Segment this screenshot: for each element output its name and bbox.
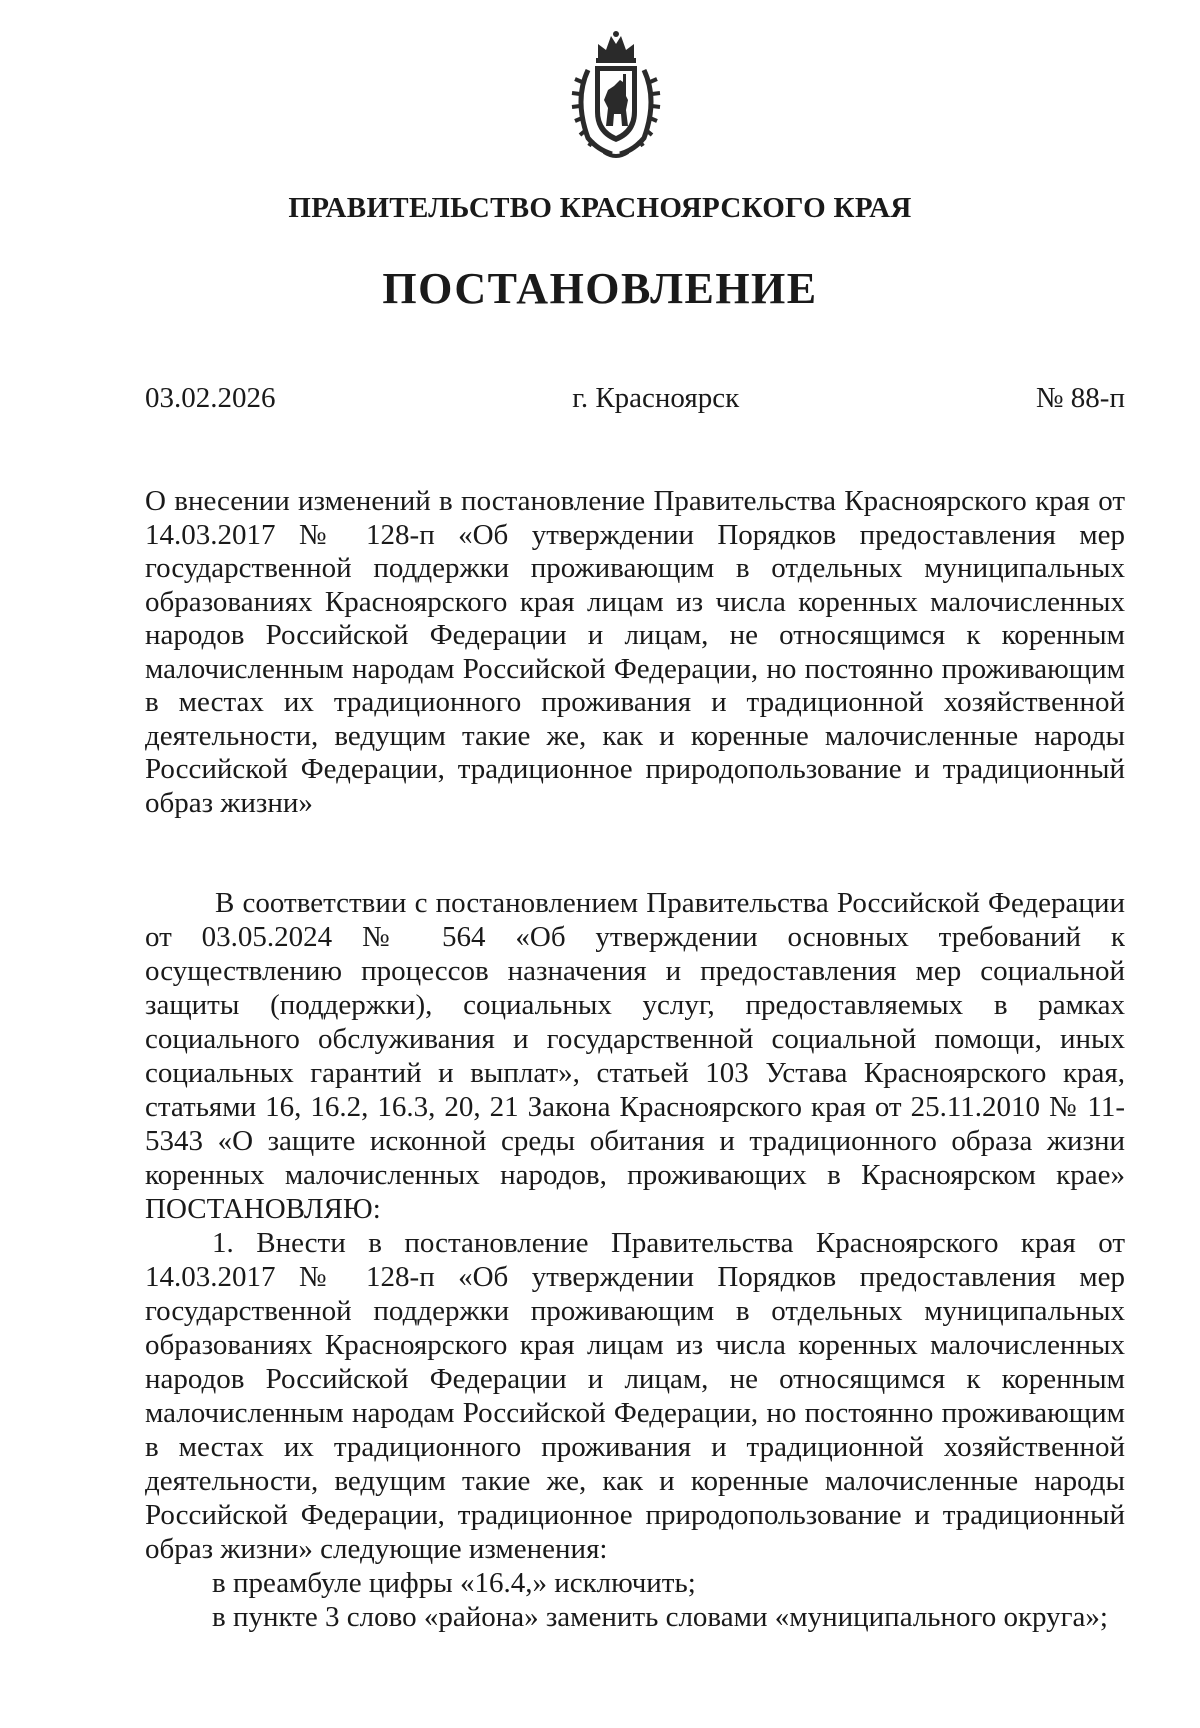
change-1-paragraph: в преамбуле цифры «16.4,» исключить; (212, 1567, 696, 1599)
government-title: ПРАВИТЕЛЬСТВО КРАСНОЯРСКОГО КРАЯ (288, 192, 912, 224)
document-meta-row (145, 382, 1125, 415)
document-type-title: ПОСТАНОВЛЕНИЕ (382, 264, 818, 313)
change-2-paragraph: в пункте 3 слово «района» заменить словами «муниципального округа»; (212, 1601, 1108, 1633)
document-subject: О внесении изменений в постановление Правительства Красноярского края от 14.03.2017 № 128-п «Об утверждении Порядков предоставления мер государственной поддержки проживающим в отдельных муниципальных образованиях Красноярского края лицам из числа коренных малочисленных народов Российской Федерации и лицам, не относящимся к коренным малочисленным народам Российской Федерации, но постоянно проживающим в местах их традиционного проживания и традиционной хозяйственной деятельности, ведущим такие же, как и коренные малочисленные народы Российской Федерации, традиционное природопользование и традиционный образ жизни» (145, 485, 1125, 819)
preamble-paragraph: В соответствии с постановлением Правительства Российской Федерации от 03.05.2024 № 564 «Об утверждении основных требований к осуществлению процессов назначения и предоставления мер социальной защиты (поддержки), социальных услуг, предоставляемых в рамках социального обслуживания и государственной социальной помощи, иных социальных гарантий и выплат», статьей 103 Устава Красноярского края, статьями 16, 16.2, 16.3, 20, 21 Закона Красноярского края от 25.11.2010 № 11-5343 «О защите исконной среды обитания и традиционного образа жизни коренных малочисленных народов, проживающих в Красноярском крае» ПОСТАНОВЛЯЮ: (145, 887, 1125, 1225)
document-number: № 88-п (1035, 382, 1125, 414)
document-city: г. Красноярск (572, 382, 740, 414)
document-date: 03.02.2026 (145, 382, 276, 414)
document-body (145, 886, 1125, 1634)
coat-of-arms-icon (568, 30, 664, 162)
item-1-paragraph: 1. Внести в постановление Правительства Красноярского края от 14.03.2017 № 128-п «Об утверждении Порядков предоставления мер государственной поддержки проживающим в отдельных муниципальных образованиях Красноярского края лицам из числа коренных малочисленных народов Российской Федерации и лицам, не относящимся к коренным малочисленным народам Российской Федерации, но постоянно проживающим в местах их традиционного проживания и традиционной хозяйственной деятельности, ведущим такие же, как и коренные малочисленные народы Российской Федерации, традиционное природопользование и традиционный образ жизни» следующие изменения: (145, 1227, 1125, 1565)
